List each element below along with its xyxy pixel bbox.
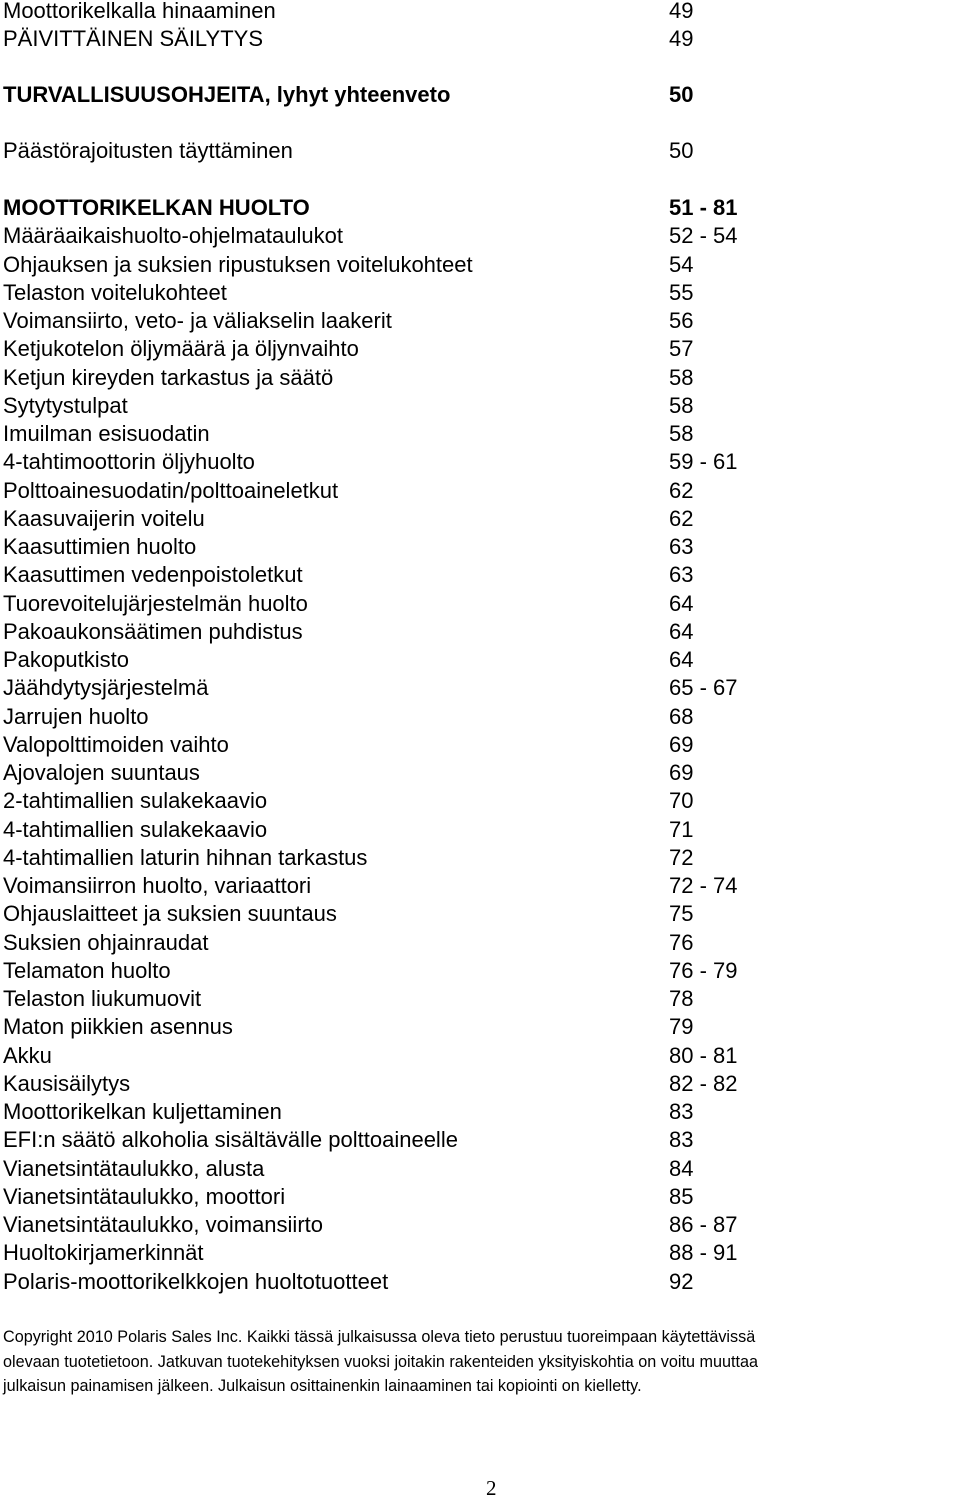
toc-entry-title: Ketjun kireyden tarkastus ja säätö (3, 365, 334, 390)
toc-entry (3, 1239, 803, 1267)
toc-entry (3, 1268, 803, 1296)
toc-entry (3, 279, 803, 307)
toc-entry (3, 505, 803, 533)
toc-entry (3, 618, 803, 646)
toc-entry (3, 703, 803, 731)
copyright-notice (3, 1325, 958, 1399)
toc-entry (3, 1126, 803, 1154)
toc-entry-title: 4-tahtimallien laturin hihnan tarkastus (3, 845, 368, 870)
toc-entry-page: 88 - 91 (669, 1240, 738, 1265)
copyright-line: julkaisun painamisen jälkeen. Julkaisun osittainenkin lainaaminen tai kopiointi on kielletty. (3, 1377, 642, 1395)
toc-entry-page: 57 (669, 336, 694, 361)
toc-entry (3, 1013, 803, 1041)
toc-entry-page: 64 (669, 619, 694, 644)
toc-entry-title: Tuorevoitelujärjestelmän huolto (3, 591, 308, 616)
toc-entry (3, 731, 803, 759)
toc-entry (3, 420, 803, 448)
toc-entry-page: 65 - 67 (669, 675, 738, 700)
toc-entry-page: 85 (669, 1184, 694, 1209)
toc-entry-title: Ohjauksen ja suksien ripustuksen voitelukohteet (3, 252, 473, 277)
toc-entry-title: Pakoaukonsäätimen puhdistus (3, 619, 303, 644)
toc-entry (3, 674, 803, 702)
toc-entry-page: 76 - 79 (669, 958, 738, 983)
toc-entry-title: Akku (3, 1043, 52, 1068)
toc-entry-title: Suksien ohjainraudat (3, 930, 209, 955)
toc-entry (3, 929, 803, 957)
toc-entry-title: 2-tahtimallien sulakekaavio (3, 788, 268, 813)
toc-entry-page: 50 (669, 138, 694, 163)
toc-entry-title: Kaasuttimen vedenpoistoletkut (3, 562, 303, 587)
toc-entry (3, 222, 803, 250)
page-number: 2 (486, 1476, 497, 1500)
toc-entry-page: 51 - 81 (669, 195, 738, 220)
toc-entry (3, 957, 803, 985)
toc-entry-title: Jäähdytysjärjestelmä (3, 675, 209, 700)
toc-entry (3, 900, 803, 928)
toc-entry-page: 83 (669, 1127, 694, 1152)
toc-entry (3, 590, 803, 618)
toc-entry-page: 70 (669, 788, 694, 813)
toc-entry-page: 63 (669, 562, 694, 587)
toc-entry-title: Telamaton huolto (3, 958, 171, 983)
toc-entry-title: Kaasuttimien huolto (3, 534, 197, 559)
toc-entry-title: Vianetsintätaulukko, alusta (3, 1156, 265, 1181)
toc-entry-page: 69 (669, 732, 694, 757)
toc-entry-title: 4-tahtimoottorin öljyhuolto (3, 449, 255, 474)
toc-entry (3, 251, 803, 279)
toc-entry-page: 50 (669, 82, 694, 107)
toc-entry-title: 4-tahtimallien sulakekaavio (3, 817, 268, 842)
toc-entry-page: 62 (669, 478, 694, 503)
toc-entry-page: 72 (669, 845, 694, 870)
toc-entry-page: 56 (669, 308, 694, 333)
toc-entry-title: Imuilman esisuodatin (3, 421, 210, 446)
toc-entry-page: 79 (669, 1014, 694, 1039)
toc-section-heading (3, 194, 803, 222)
toc-entry-title: Voimansiirron huolto, variaattori (3, 873, 312, 898)
toc-entry-title: Huoltokirjamerkinnät (3, 1240, 204, 1265)
toc-entry-page: 55 (669, 280, 694, 305)
toc-entry-page: 71 (669, 817, 694, 842)
toc-entry-title: Ohjauslaitteet ja suksien suuntaus (3, 901, 337, 926)
toc-entry (3, 25, 803, 53)
toc-entry-title: Määräaikaishuolto-ohjelmataulukot (3, 223, 343, 248)
toc-entry-title: Voimansiirto, veto- ja väliakselin laakerit (3, 308, 392, 333)
toc-entry-page: 72 - 74 (669, 873, 738, 898)
toc-entry (3, 561, 803, 589)
toc-entry-page: 83 (669, 1099, 694, 1124)
toc-entry-page: 84 (669, 1156, 694, 1181)
toc-entry-page: 68 (669, 704, 694, 729)
toc-entry-title: Valopolttimoiden vaihto (3, 732, 229, 757)
toc-entry-page: 54 (669, 252, 694, 277)
toc-entry-page: 75 (669, 901, 694, 926)
toc-entry-page: 58 (669, 365, 694, 390)
toc-entry-title: Vianetsintätaulukko, voimansiirto (3, 1212, 323, 1237)
toc-entry (3, 816, 803, 844)
copyright-line: olevaan tuotetietoon. Jatkuvan tuotekehityksen vuoksi joitakin rakenteiden yksityiskohtia on voitu muuttaa (3, 1352, 758, 1371)
toc-entry (3, 364, 803, 392)
toc-entry-page: 63 (669, 534, 694, 559)
toc-entry-title: Maton piikkien asennus (3, 1014, 233, 1039)
toc-entry-page: 62 (669, 506, 694, 531)
toc-entry-title: Telaston voitelukohteet (3, 280, 227, 305)
toc-entry-title: Moottorikelkalla hinaaminen (3, 0, 276, 23)
toc-entry (3, 1070, 803, 1098)
toc-entry-page: 49 (669, 26, 694, 51)
toc-entry-title: Ajovalojen suuntaus (3, 760, 200, 785)
toc-entry (3, 646, 803, 674)
toc-entry-page: 86 - 87 (669, 1212, 738, 1237)
toc-entry-page: 80 - 81 (669, 1043, 738, 1068)
toc-entry (3, 307, 803, 335)
toc-entry-page: 64 (669, 647, 694, 672)
toc-entry-title: Moottorikelkan kuljettaminen (3, 1099, 282, 1124)
toc-entry (3, 477, 803, 505)
toc-entry-title: Kaasuvaijerin voitelu (3, 506, 205, 531)
toc-entry-page: 76 (669, 930, 694, 955)
toc-entry (3, 335, 803, 363)
toc-entry (3, 392, 803, 420)
toc-entry-page: 92 (669, 1269, 694, 1294)
toc-entry-title: Päästörajoitusten täyttäminen (3, 138, 293, 163)
toc-entry (3, 1098, 803, 1126)
toc-entry (3, 533, 803, 561)
toc-entry-page: 58 (669, 393, 694, 418)
toc-entry-title: Sytytystulpat (3, 393, 128, 418)
toc-entry-title: PÄIVITTÄINEN SÄILYTYS (3, 26, 263, 51)
toc-entry-title: Pakoputkisto (3, 647, 129, 672)
toc-entry (3, 759, 803, 787)
toc-entry-title: Polttoainesuodatin/polttoaineletkut (3, 478, 339, 503)
toc-entry-title: Vianetsintätaulukko, moottori (3, 1184, 286, 1209)
toc-entry-page: 78 (669, 986, 694, 1011)
toc-entry (3, 1183, 803, 1211)
toc-entry (3, 1155, 803, 1183)
toc-entry-title: Ketjukotelon öljymäärä ja öljynvaihto (3, 336, 359, 361)
toc-entry-page: 59 - 61 (669, 449, 738, 474)
toc-entry-page: 64 (669, 591, 694, 616)
toc-entry-title: EFI:n säätö alkoholia sisältävälle polttoaineelle (3, 1127, 458, 1152)
toc-entry-page: 82 - 82 (669, 1071, 738, 1096)
toc-entry (3, 844, 803, 872)
toc-entry-title: MOOTTORIKELKAN HUOLTO (3, 195, 310, 220)
toc-entry (3, 137, 803, 165)
toc-entry (3, 448, 803, 476)
toc-entry (3, 0, 803, 25)
toc-entry (3, 1211, 803, 1239)
toc-entry (3, 787, 803, 815)
toc-entry-title: Telaston liukumuovit (3, 986, 202, 1011)
toc-entry (3, 1042, 803, 1070)
toc-entry (3, 985, 803, 1013)
toc-entry-title: Kausisäilytys (3, 1071, 131, 1096)
toc-entry-title: TURVALLISUUSOHJEITA, lyhyt yhteenveto (3, 82, 451, 107)
toc-entry-page: 58 (669, 421, 694, 446)
copyright-line: Copyright 2010 Polaris Sales Inc. Kaikki tässä julkaisussa oleva tieto perustuu tuoreimpaan käytettävissä (3, 1328, 756, 1346)
toc-entry-title: Jarrujen huolto (3, 704, 149, 729)
toc-entry-title: Polaris-moottorikelkkojen huoltotuotteet (3, 1269, 389, 1294)
toc-entry-page: 69 (669, 760, 694, 785)
toc-entry-page: 49 (669, 0, 694, 23)
toc-section-heading (3, 81, 803, 109)
toc-entry-page: 52 - 54 (669, 223, 738, 248)
toc-entry (3, 872, 803, 900)
